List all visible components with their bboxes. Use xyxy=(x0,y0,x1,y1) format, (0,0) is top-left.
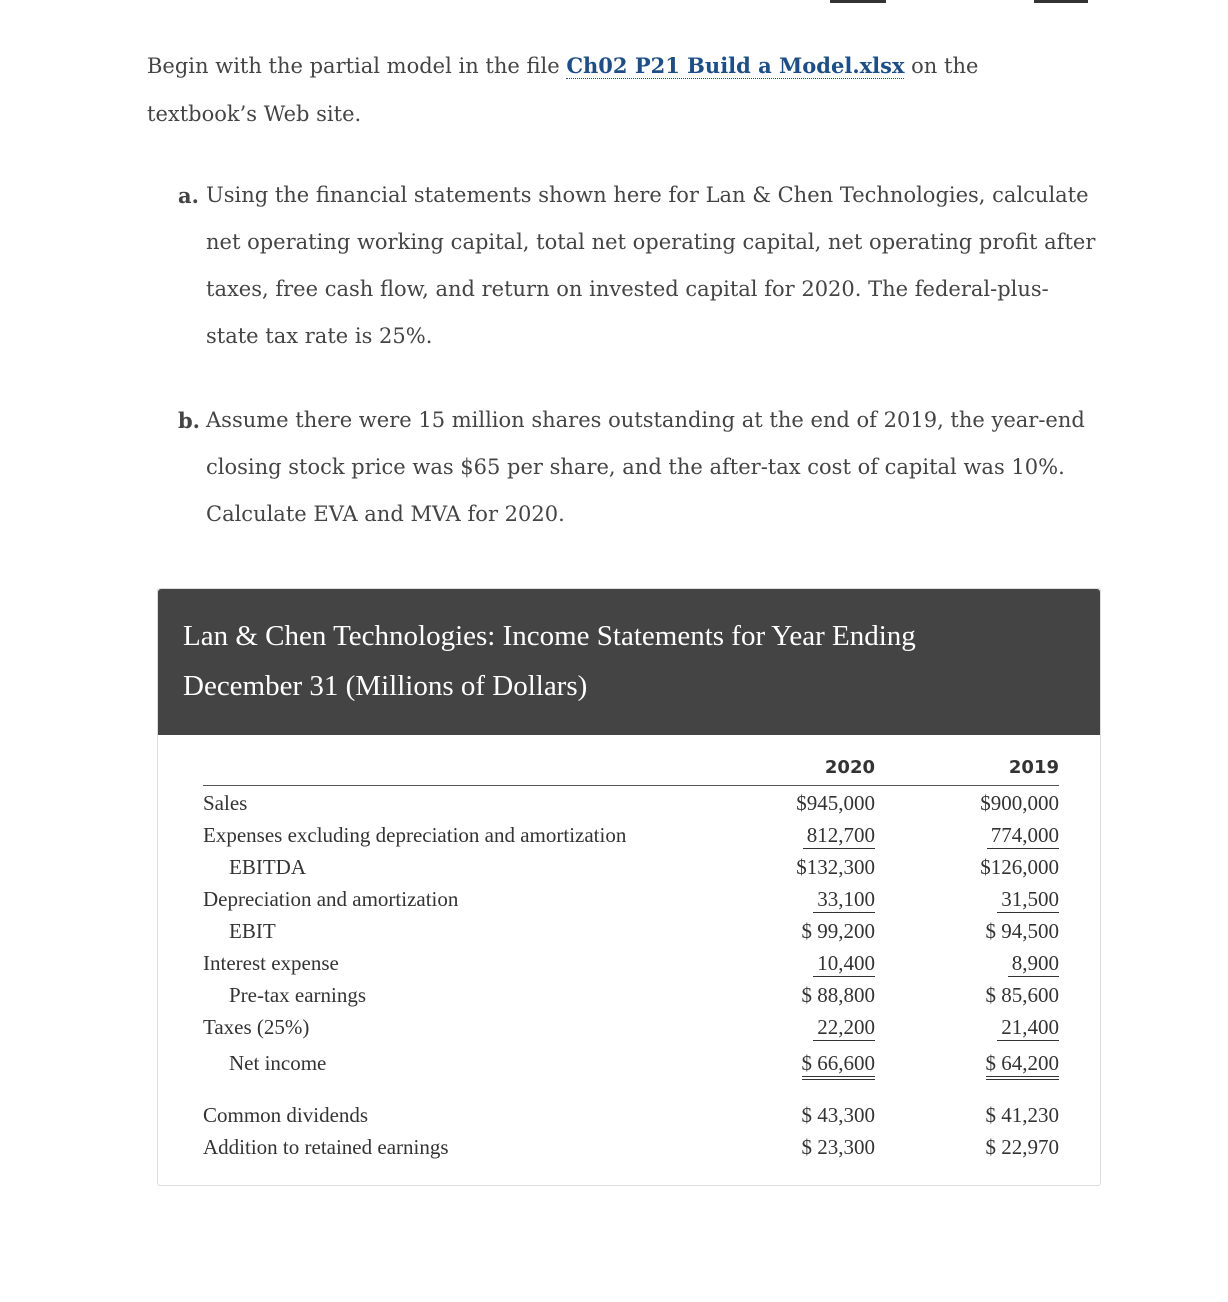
value-2020: 33,100 xyxy=(813,887,875,913)
column-headers xyxy=(203,753,1059,786)
value-2019: $900,000 xyxy=(980,791,1059,815)
top-rule-left xyxy=(830,0,886,3)
model-file-link[interactable]: Ch02 P21 Build a Model.xlsx xyxy=(566,53,905,78)
income-statement-table xyxy=(203,753,1059,1162)
intro-paragraph xyxy=(147,42,1047,138)
value-2019: 8,900 xyxy=(1008,951,1059,977)
value-2020: $945,000 xyxy=(796,791,875,815)
question-letter: a. xyxy=(178,183,199,208)
value-2020: 812,700 xyxy=(803,823,875,849)
table-row xyxy=(203,786,1059,818)
top-border-fragments xyxy=(0,0,1228,6)
value-2019: 21,400 xyxy=(997,1015,1059,1041)
table-row xyxy=(203,914,1059,946)
intro-text-before: Begin with the partial model in the file xyxy=(147,54,567,78)
row-label: Depreciation and amortization xyxy=(203,887,459,911)
question-text: Using the financial statements shown here for Lan & Chen Technologies, calculate net operating working capital, total net operating capital, net operating profit after taxes, free cash flow, and return on invested capital for 2020. The federal-plus-state tax rate is 25%. xyxy=(206,183,1096,348)
value-2020: $ 99,200 xyxy=(801,919,875,943)
value-2020: 22,200 xyxy=(813,1015,875,1041)
value-2019: $ 94,500 xyxy=(985,919,1059,943)
question-b xyxy=(178,397,1098,538)
table-row xyxy=(203,1130,1059,1162)
value-2019: $ 41,230 xyxy=(985,1103,1059,1127)
table-row xyxy=(203,946,1059,978)
table-row xyxy=(203,818,1059,850)
value-2019: $ 64,200 xyxy=(986,1051,1060,1080)
question-a xyxy=(178,172,1098,360)
row-label: Interest expense xyxy=(203,951,339,975)
income-statement-card xyxy=(157,588,1101,1186)
column-header-2019: 2019 xyxy=(1008,757,1059,778)
table-row xyxy=(203,1098,1059,1130)
row-label: EBITDA xyxy=(229,855,306,879)
table-row xyxy=(203,850,1059,882)
row-label: Sales xyxy=(203,791,248,815)
row-label: Pre-tax earnings xyxy=(229,983,367,1007)
table-title-line2: December 31 (Millions of Dollars) xyxy=(183,670,588,702)
row-label: Addition to retained earnings xyxy=(203,1135,449,1159)
row-label: Taxes (25%) xyxy=(203,1015,310,1039)
value-2020: $ 43,300 xyxy=(801,1103,875,1127)
table-row xyxy=(203,978,1059,1010)
question-letter: b. xyxy=(178,408,200,433)
table-row xyxy=(203,1010,1059,1042)
card-header xyxy=(158,589,1100,735)
value-2020: 10,400 xyxy=(813,951,875,977)
row-label: Expenses excluding depreciation and amortization xyxy=(203,823,627,847)
intro-text-after: on the textbook’s Web site. xyxy=(147,54,979,126)
value-2019: 31,500 xyxy=(997,887,1059,913)
row-label: EBIT xyxy=(229,919,276,943)
value-2020: $132,300 xyxy=(796,855,875,879)
table-row xyxy=(203,1042,1059,1080)
value-2019: $126,000 xyxy=(980,855,1059,879)
column-header-2020: 2020 xyxy=(824,757,875,778)
value-2020: $ 66,600 xyxy=(802,1051,876,1080)
question-text: Assume there were 15 million shares outstanding at the end of 2019, the year-end closing stock price was $65 per share, and the after-tax cost of capital was 10%. Calculate EVA and MVA for 2020. xyxy=(206,408,1085,526)
value-2020: $ 23,300 xyxy=(801,1135,875,1159)
value-2019: 774,000 xyxy=(987,823,1059,849)
row-label: Common dividends xyxy=(203,1103,369,1127)
value-2020: $ 88,800 xyxy=(801,983,875,1007)
table-row xyxy=(203,882,1059,914)
top-rule-right xyxy=(1034,0,1088,3)
row-label: Net income xyxy=(229,1051,327,1075)
value-2019: $ 22,970 xyxy=(985,1135,1059,1159)
value-2019: $ 85,600 xyxy=(985,983,1059,1007)
table-title-line1: Lan & Chen Technologies: Income Statements for Year Ending xyxy=(183,620,916,652)
